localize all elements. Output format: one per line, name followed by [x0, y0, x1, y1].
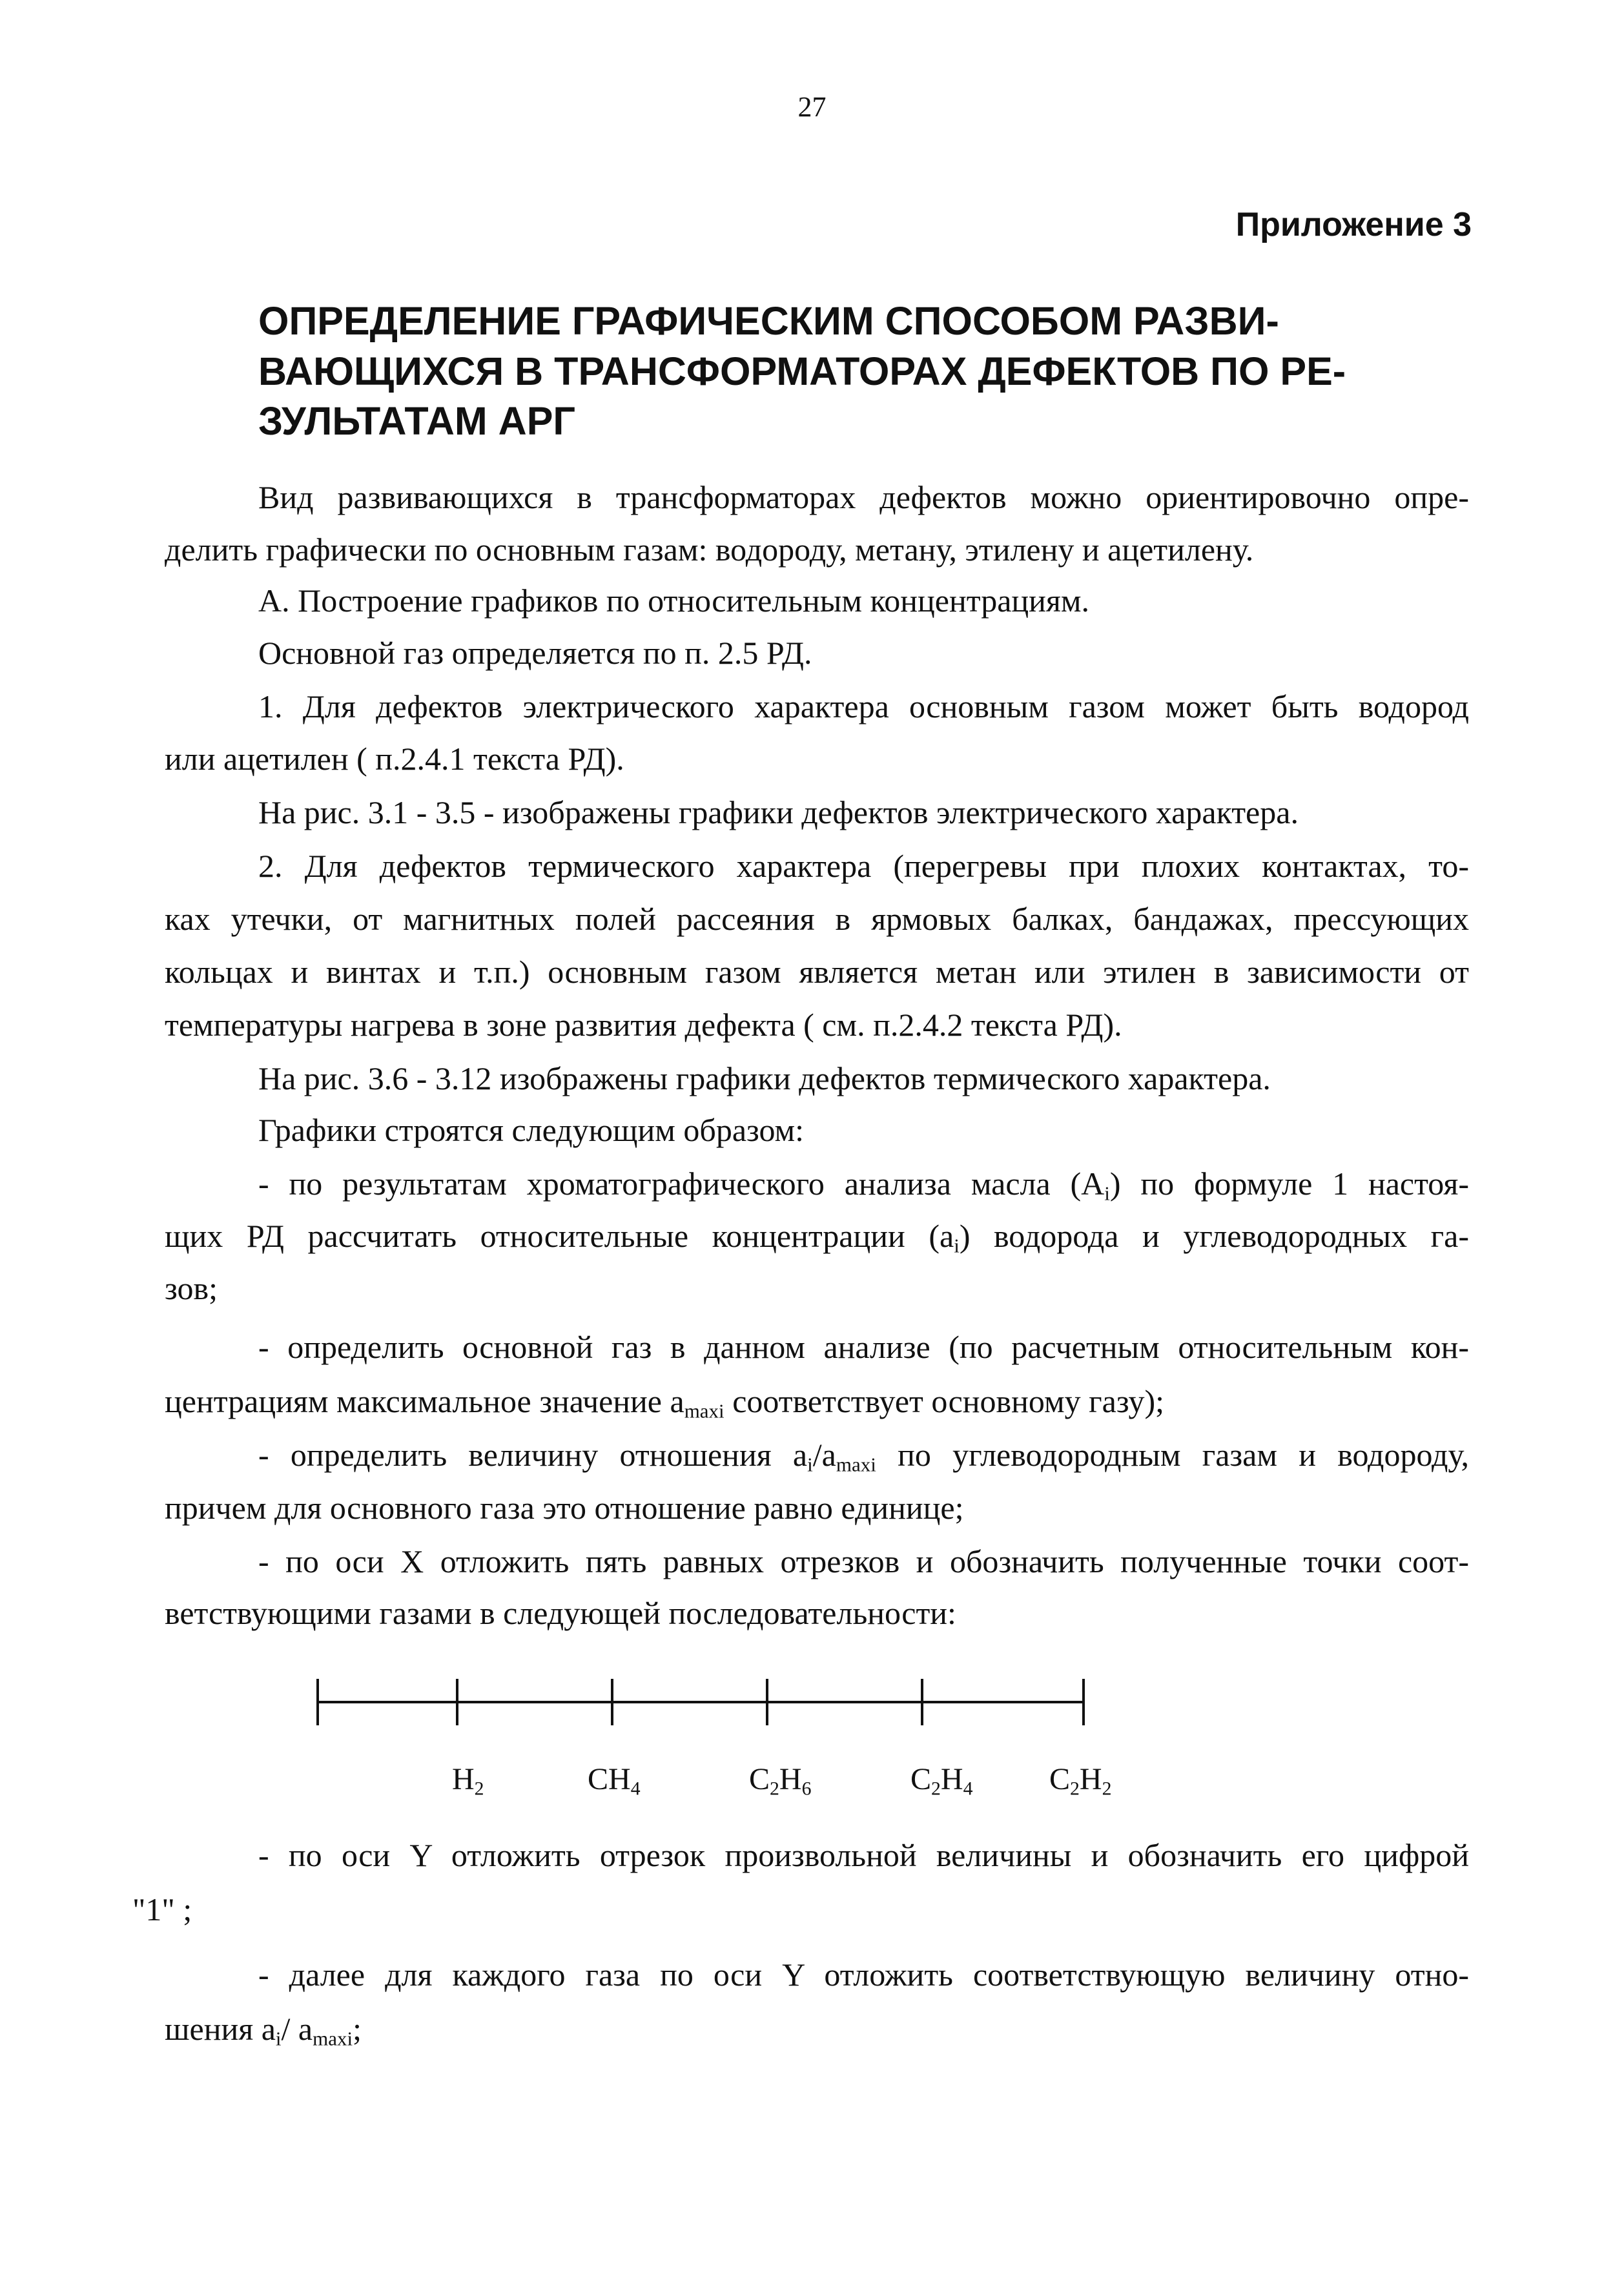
paragraph-line: - далее для каждого газа по оси Y отложить соответствующую величину отно-: [258, 1956, 1469, 1993]
gas-label: $C_2H_4$: [910, 1762, 973, 1800]
title-line: ОПРЕДЕЛЕНИЕ ГРАФИЧЕСКИМ СПОСОБОМ РАЗВИ-: [258, 299, 1279, 343]
appendix-label: Приложение 3: [1235, 206, 1472, 243]
page-number: 27: [797, 91, 827, 123]
title-line: ВАЮЩИХСЯ В ТРАНСФОРМАТОРАХ ДЕФЕКТОВ ПО РЕ-: [258, 349, 1346, 393]
paragraph-line: делить графически по основным газам: водороду, метану, этилену и ацетилену.: [165, 531, 1254, 568]
paragraph-line: - по оси Y отложить отрезок произвольной величины и обозначить его цифрой: [258, 1837, 1469, 1873]
paragraph-line: или ацетилен ( п.2.4.1 текста РД).: [165, 741, 624, 777]
paragraph-line: Основной газ определяется по п. 2.5 РД.: [258, 635, 812, 671]
paragraph-line: ках утечки, от магнитных полей рассеяния в ярмовых балках, бандажах, прессующих: [165, 901, 1469, 937]
gas-label: $CH_4$: [588, 1762, 641, 1800]
paragraph-line: температуры нагрева в зоне развития дефекта ( см. п.2.4.2 текста РД).: [165, 1007, 1122, 1043]
paragraph-line: Графики строятся следующим образом:: [258, 1112, 805, 1148]
paragraph-line: Вид развивающихся в трансформаторах дефектов можно ориентировочно опре-: [258, 479, 1469, 515]
paragraph-line: - определить основной газ в данном анализе (по расчетным относительным кон-: [258, 1329, 1469, 1365]
paragraph-line: центрациям максимальное значение $a_{maxi}$ соответствует основному газу);: [165, 1383, 1165, 1422]
paragraph-line: 2. Для дефектов термического характера (перегревы при плохих контактах, то-: [258, 848, 1469, 884]
paragraph-line: - по результатам хроматографического анализа масла $(A_i)$ по формуле 1 настоя-: [258, 1166, 1470, 1205]
paragraph-line: причем для основного газа это отношение равно единице;: [165, 1490, 964, 1526]
axis-tick: [611, 1679, 613, 1725]
axis-tick: [1082, 1679, 1085, 1725]
paragraph-line: 1. Для дефектов электрического характера основным газом может быть водород: [258, 688, 1469, 724]
axis-tick: [921, 1679, 923, 1725]
paragraph-line: На рис. 3.6 - 3.12 изображены графики дефектов термического характера.: [258, 1060, 1271, 1096]
paragraph-line: кольцах и винтах и т.п.) основным газом является метан или этилен в зависимости от: [165, 954, 1469, 990]
gas-label: $C_2H_2$: [1049, 1762, 1112, 1800]
paragraph-line: - по оси X отложить пять равных отрезков и обозначить полученные точки соот-: [258, 1543, 1469, 1579]
paragraph-line: ветствующими газами в следующей последовательности:: [165, 1595, 956, 1631]
paragraph-line: зов;: [165, 1270, 218, 1306]
paragraph-line: А. Построение графиков по относительным концентрациям.: [258, 582, 1090, 619]
gas-label: $H_2$: [452, 1762, 484, 1800]
paragraph-line: "1" ;: [132, 1891, 192, 1927]
x-axis-scale: [316, 1679, 1085, 1725]
axis-tick: [456, 1679, 458, 1725]
paragraph-line: - определить величину отношения $a_i/a_{maxi}$ по углеводородным газам и водороду,: [258, 1437, 1469, 1476]
axis-line: [316, 1701, 1085, 1703]
title-line: ЗУЛЬТАТАМ АРГ: [258, 399, 575, 443]
gas-label: $C_2H_6$: [749, 1762, 812, 1800]
paragraph-line: На рис. 3.1 - 3.5 - изображены графики дефектов электрического характера.: [258, 794, 1299, 830]
axis-tick: [766, 1679, 768, 1725]
paragraph-line: шения $a_i/$ $a_{maxi}$;: [165, 2011, 362, 2050]
axis-tick: [316, 1679, 319, 1725]
paragraph-line: щих РД рассчитать относительные концентрации $(a_i)$ водорода и углеводородных га-: [165, 1218, 1469, 1257]
